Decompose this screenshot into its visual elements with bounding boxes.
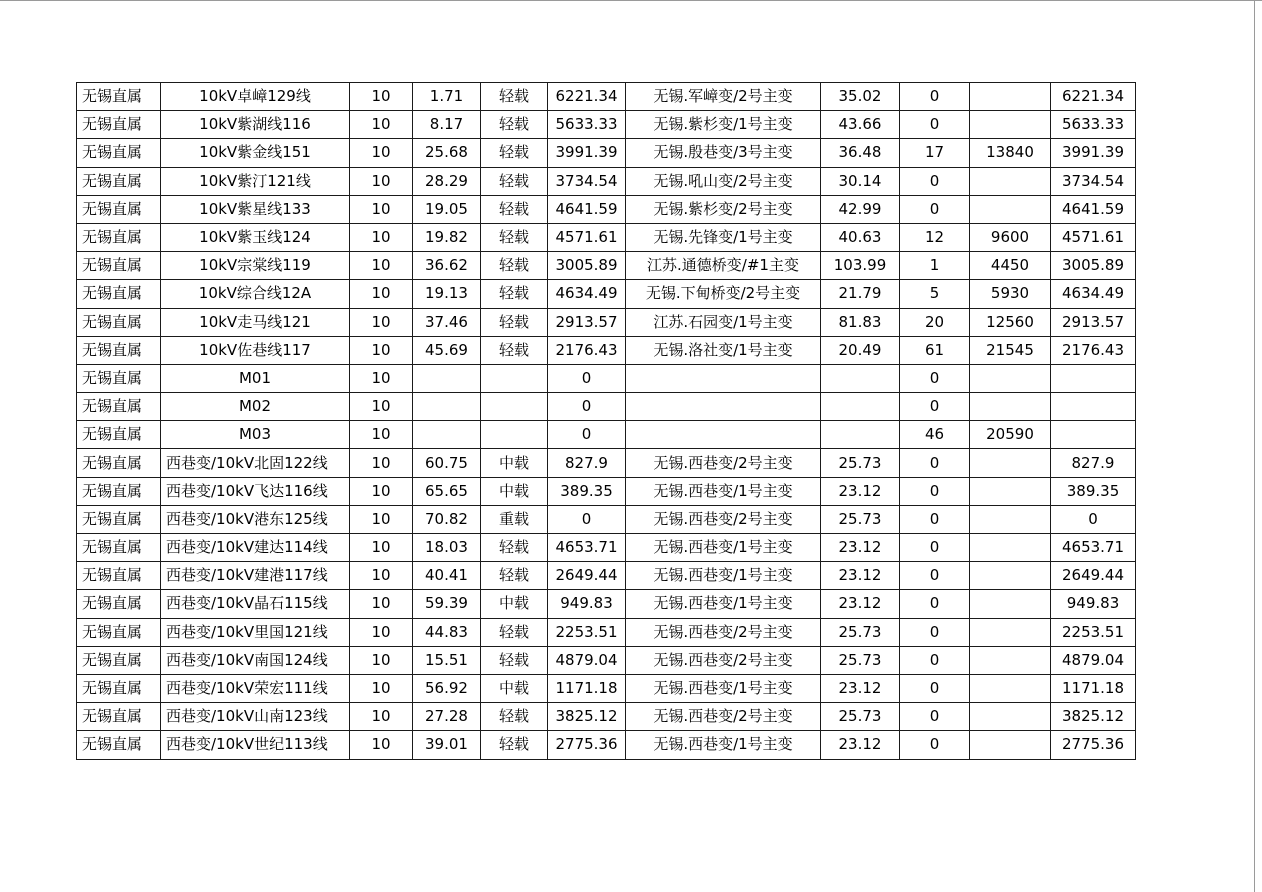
transformer-cell: 无锡.西巷变/2号主变 [626, 703, 821, 731]
transformer-load-rate-cell [821, 364, 900, 392]
load-rate-cell: 36.62 [413, 252, 481, 280]
capacity-cell [970, 83, 1051, 111]
count-cell: 0 [900, 111, 970, 139]
available-capacity-cell: 2775.36 [548, 731, 626, 759]
transformer-cell: 无锡.下甸桥变/2号主变 [626, 280, 821, 308]
unit-cell: 无锡直属 [77, 252, 161, 280]
available-capacity-cell: 0 [548, 421, 626, 449]
transformer-cell: 无锡.紫杉变/1号主变 [626, 111, 821, 139]
unit-cell: 无锡直属 [77, 646, 161, 674]
voltage-cell: 10 [350, 280, 413, 308]
load-rate-cell: 1.71 [413, 83, 481, 111]
voltage-cell: 10 [350, 167, 413, 195]
capacity-cell [970, 590, 1051, 618]
capacity-cell: 4450 [970, 252, 1051, 280]
transformer-load-rate-cell: 35.02 [821, 83, 900, 111]
load-rate-cell: 44.83 [413, 618, 481, 646]
line-name-cell: M01 [161, 364, 350, 392]
unit-cell: 无锡直属 [77, 393, 161, 421]
voltage-cell: 10 [350, 364, 413, 392]
remaining-capacity-cell: 2649.44 [1051, 562, 1136, 590]
table-row [77, 308, 1136, 336]
transformer-load-rate-cell [821, 421, 900, 449]
line-name-cell: 西巷变/10kV港东125线 [161, 505, 350, 533]
transformer-cell: 无锡.西巷变/2号主变 [626, 618, 821, 646]
load-status-cell [481, 393, 548, 421]
load-status-cell: 轻载 [481, 167, 548, 195]
remaining-capacity-cell [1051, 364, 1136, 392]
table-row [77, 83, 1136, 111]
remaining-capacity-cell [1051, 393, 1136, 421]
load-rate-cell: 65.65 [413, 477, 481, 505]
load-status-cell: 中载 [481, 449, 548, 477]
transformer-load-rate-cell: 21.79 [821, 280, 900, 308]
transformer-cell: 无锡.西巷变/1号主变 [626, 731, 821, 759]
transformer-load-rate-cell: 103.99 [821, 252, 900, 280]
transformer-load-rate-cell: 20.49 [821, 336, 900, 364]
load-status-cell: 中载 [481, 590, 548, 618]
line-name-cell: 10kV紫玉线124 [161, 223, 350, 251]
available-capacity-cell: 4653.71 [548, 534, 626, 562]
count-cell: 0 [900, 449, 970, 477]
count-cell: 0 [900, 703, 970, 731]
available-capacity-cell: 389.35 [548, 477, 626, 505]
feeder-load-table [76, 82, 1136, 760]
capacity-cell [970, 731, 1051, 759]
load-status-cell: 轻载 [481, 534, 548, 562]
load-status-cell: 轻载 [481, 646, 548, 674]
remaining-capacity-cell: 3825.12 [1051, 703, 1136, 731]
transformer-cell: 无锡.西巷变/2号主变 [626, 505, 821, 533]
load-status-cell: 轻载 [481, 139, 548, 167]
line-name-cell: 西巷变/10kV荣宏111线 [161, 674, 350, 702]
transformer-cell: 无锡.西巷变/1号主变 [626, 562, 821, 590]
available-capacity-cell: 3005.89 [548, 252, 626, 280]
available-capacity-cell: 949.83 [548, 590, 626, 618]
transformer-cell: 无锡.吼山变/2号主变 [626, 167, 821, 195]
remaining-capacity-cell: 5633.33 [1051, 111, 1136, 139]
count-cell: 0 [900, 505, 970, 533]
line-name-cell: 10kV紫金线151 [161, 139, 350, 167]
load-rate-cell: 15.51 [413, 646, 481, 674]
available-capacity-cell: 2913.57 [548, 308, 626, 336]
transformer-cell: 无锡.殷巷变/3号主变 [626, 139, 821, 167]
count-cell: 0 [900, 477, 970, 505]
transformer-load-rate-cell: 23.12 [821, 674, 900, 702]
load-status-cell: 轻载 [481, 703, 548, 731]
table-row [77, 252, 1136, 280]
available-capacity-cell: 2649.44 [548, 562, 626, 590]
count-cell: 46 [900, 421, 970, 449]
remaining-capacity-cell: 4571.61 [1051, 223, 1136, 251]
table-row [77, 534, 1136, 562]
remaining-capacity-cell: 3005.89 [1051, 252, 1136, 280]
unit-cell: 无锡直属 [77, 139, 161, 167]
available-capacity-cell: 3991.39 [548, 139, 626, 167]
available-capacity-cell: 4571.61 [548, 223, 626, 251]
available-capacity-cell: 5633.33 [548, 111, 626, 139]
available-capacity-cell: 4641.59 [548, 195, 626, 223]
capacity-cell: 13840 [970, 139, 1051, 167]
load-status-cell: 轻载 [481, 731, 548, 759]
capacity-cell [970, 505, 1051, 533]
voltage-cell: 10 [350, 421, 413, 449]
line-name-cell: M03 [161, 421, 350, 449]
count-cell: 12 [900, 223, 970, 251]
line-name-cell: 10kV紫汀121线 [161, 167, 350, 195]
count-cell: 0 [900, 167, 970, 195]
voltage-cell: 10 [350, 646, 413, 674]
table-row [77, 223, 1136, 251]
load-status-cell: 轻载 [481, 308, 548, 336]
transformer-load-rate-cell: 25.73 [821, 646, 900, 674]
line-name-cell: 西巷变/10kV里国121线 [161, 618, 350, 646]
transformer-load-rate-cell: 25.73 [821, 505, 900, 533]
line-name-cell: 西巷变/10kV飞达116线 [161, 477, 350, 505]
voltage-cell: 10 [350, 336, 413, 364]
table-row [77, 703, 1136, 731]
load-rate-cell: 45.69 [413, 336, 481, 364]
transformer-load-rate-cell: 23.12 [821, 731, 900, 759]
table-row [77, 195, 1136, 223]
load-rate-cell: 56.92 [413, 674, 481, 702]
load-rate-cell [413, 364, 481, 392]
unit-cell: 无锡直属 [77, 505, 161, 533]
transformer-cell: 无锡.西巷变/1号主变 [626, 590, 821, 618]
count-cell: 0 [900, 731, 970, 759]
load-rate-cell: 60.75 [413, 449, 481, 477]
transformer-cell: 无锡.西巷变/1号主变 [626, 477, 821, 505]
load-rate-cell: 25.68 [413, 139, 481, 167]
transformer-load-rate-cell [821, 393, 900, 421]
available-capacity-cell: 1171.18 [548, 674, 626, 702]
line-name-cell: 西巷变/10kV北固122线 [161, 449, 350, 477]
available-capacity-cell: 3734.54 [548, 167, 626, 195]
load-rate-cell: 8.17 [413, 111, 481, 139]
unit-cell: 无锡直属 [77, 731, 161, 759]
count-cell: 17 [900, 139, 970, 167]
line-name-cell: 西巷变/10kV南国124线 [161, 646, 350, 674]
load-rate-cell: 40.41 [413, 562, 481, 590]
voltage-cell: 10 [350, 505, 413, 533]
page-right-border [1254, 0, 1255, 892]
voltage-cell: 10 [350, 139, 413, 167]
voltage-cell: 10 [350, 308, 413, 336]
transformer-cell: 无锡.洛社变/1号主变 [626, 336, 821, 364]
unit-cell: 无锡直属 [77, 590, 161, 618]
table-row [77, 674, 1136, 702]
unit-cell: 无锡直属 [77, 167, 161, 195]
unit-cell: 无锡直属 [77, 562, 161, 590]
capacity-cell: 5930 [970, 280, 1051, 308]
line-name-cell: 10kV佐巷线117 [161, 336, 350, 364]
voltage-cell: 10 [350, 83, 413, 111]
voltage-cell: 10 [350, 534, 413, 562]
unit-cell: 无锡直属 [77, 83, 161, 111]
transformer-cell: 无锡.先锋变/1号主变 [626, 223, 821, 251]
load-status-cell: 轻载 [481, 252, 548, 280]
load-status-cell: 轻载 [481, 111, 548, 139]
remaining-capacity-cell: 2176.43 [1051, 336, 1136, 364]
transformer-load-rate-cell: 23.12 [821, 562, 900, 590]
table-row [77, 111, 1136, 139]
capacity-cell: 9600 [970, 223, 1051, 251]
capacity-cell [970, 111, 1051, 139]
load-rate-cell [413, 393, 481, 421]
voltage-cell: 10 [350, 449, 413, 477]
count-cell: 0 [900, 646, 970, 674]
voltage-cell: 10 [350, 618, 413, 646]
count-cell: 1 [900, 252, 970, 280]
capacity-cell [970, 618, 1051, 646]
unit-cell: 无锡直属 [77, 703, 161, 731]
voltage-cell: 10 [350, 731, 413, 759]
line-name-cell: M02 [161, 393, 350, 421]
table-row [77, 139, 1136, 167]
transformer-load-rate-cell: 40.63 [821, 223, 900, 251]
line-name-cell: 10kV宗棠线119 [161, 252, 350, 280]
capacity-cell [970, 534, 1051, 562]
load-rate-cell: 59.39 [413, 590, 481, 618]
table-row [77, 562, 1136, 590]
table-row [77, 590, 1136, 618]
unit-cell: 无锡直属 [77, 421, 161, 449]
transformer-cell [626, 393, 821, 421]
line-name-cell: 10kV紫湖线116 [161, 111, 350, 139]
transformer-cell [626, 364, 821, 392]
load-status-cell: 轻载 [481, 280, 548, 308]
line-name-cell: 西巷变/10kV世纪113线 [161, 731, 350, 759]
unit-cell: 无锡直属 [77, 674, 161, 702]
remaining-capacity-cell: 2775.36 [1051, 731, 1136, 759]
unit-cell: 无锡直属 [77, 280, 161, 308]
remaining-capacity-cell: 2253.51 [1051, 618, 1136, 646]
load-rate-cell: 19.13 [413, 280, 481, 308]
available-capacity-cell: 6221.34 [548, 83, 626, 111]
line-name-cell: 10kV综合线12A [161, 280, 350, 308]
available-capacity-cell: 4879.04 [548, 646, 626, 674]
table-row [77, 618, 1136, 646]
remaining-capacity-cell: 1171.18 [1051, 674, 1136, 702]
voltage-cell: 10 [350, 393, 413, 421]
voltage-cell: 10 [350, 562, 413, 590]
transformer-load-rate-cell: 43.66 [821, 111, 900, 139]
voltage-cell: 10 [350, 223, 413, 251]
count-cell: 0 [900, 590, 970, 618]
table-row [77, 364, 1136, 392]
load-status-cell: 中载 [481, 477, 548, 505]
voltage-cell: 10 [350, 195, 413, 223]
remaining-capacity-cell: 3734.54 [1051, 167, 1136, 195]
remaining-capacity-cell: 3991.39 [1051, 139, 1136, 167]
line-name-cell: 西巷变/10kV晶石115线 [161, 590, 350, 618]
remaining-capacity-cell: 827.9 [1051, 449, 1136, 477]
load-status-cell: 轻载 [481, 223, 548, 251]
voltage-cell: 10 [350, 674, 413, 702]
unit-cell: 无锡直属 [77, 618, 161, 646]
table-row [77, 336, 1136, 364]
remaining-capacity-cell: 6221.34 [1051, 83, 1136, 111]
table-row [77, 477, 1136, 505]
table-row [77, 280, 1136, 308]
unit-cell: 无锡直属 [77, 195, 161, 223]
line-name-cell: 10kV卓嶂129线 [161, 83, 350, 111]
table-row [77, 421, 1136, 449]
load-status-cell: 轻载 [481, 195, 548, 223]
transformer-cell: 无锡.紫杉变/2号主变 [626, 195, 821, 223]
capacity-cell: 21545 [970, 336, 1051, 364]
load-status-cell: 轻载 [481, 83, 548, 111]
transformer-load-rate-cell: 23.12 [821, 590, 900, 618]
available-capacity-cell: 3825.12 [548, 703, 626, 731]
transformer-cell: 无锡.西巷变/1号主变 [626, 534, 821, 562]
table-row [77, 167, 1136, 195]
transformer-load-rate-cell: 23.12 [821, 477, 900, 505]
available-capacity-cell: 0 [548, 364, 626, 392]
table-row [77, 449, 1136, 477]
unit-cell: 无锡直属 [77, 111, 161, 139]
transformer-load-rate-cell: 36.48 [821, 139, 900, 167]
transformer-load-rate-cell: 25.73 [821, 703, 900, 731]
count-cell: 0 [900, 364, 970, 392]
remaining-capacity-cell: 4879.04 [1051, 646, 1136, 674]
voltage-cell: 10 [350, 477, 413, 505]
transformer-cell: 无锡.军嶂变/2号主变 [626, 83, 821, 111]
capacity-cell [970, 674, 1051, 702]
capacity-cell [970, 167, 1051, 195]
line-name-cell: 西巷变/10kV建达114线 [161, 534, 350, 562]
table-row [77, 393, 1136, 421]
unit-cell: 无锡直属 [77, 477, 161, 505]
count-cell: 0 [900, 83, 970, 111]
line-name-cell: 西巷变/10kV建港117线 [161, 562, 350, 590]
transformer-load-rate-cell: 23.12 [821, 534, 900, 562]
capacity-cell [970, 195, 1051, 223]
unit-cell: 无锡直属 [77, 336, 161, 364]
load-status-cell: 中载 [481, 674, 548, 702]
count-cell: 5 [900, 280, 970, 308]
transformer-cell: 江苏.石园变/1号主变 [626, 308, 821, 336]
transformer-load-rate-cell: 25.73 [821, 449, 900, 477]
load-rate-cell: 28.29 [413, 167, 481, 195]
voltage-cell: 10 [350, 252, 413, 280]
count-cell: 0 [900, 393, 970, 421]
table-row [77, 505, 1136, 533]
load-rate-cell: 19.05 [413, 195, 481, 223]
load-status-cell: 轻载 [481, 336, 548, 364]
count-cell: 0 [900, 674, 970, 702]
load-rate-cell: 27.28 [413, 703, 481, 731]
capacity-cell [970, 477, 1051, 505]
remaining-capacity-cell [1051, 421, 1136, 449]
count-cell: 20 [900, 308, 970, 336]
capacity-cell [970, 646, 1051, 674]
available-capacity-cell: 0 [548, 505, 626, 533]
capacity-cell [970, 703, 1051, 731]
capacity-cell [970, 364, 1051, 392]
capacity-cell [970, 562, 1051, 590]
remaining-capacity-cell: 4641.59 [1051, 195, 1136, 223]
available-capacity-cell: 2253.51 [548, 618, 626, 646]
available-capacity-cell: 0 [548, 393, 626, 421]
unit-cell: 无锡直属 [77, 308, 161, 336]
available-capacity-cell: 4634.49 [548, 280, 626, 308]
load-status-cell: 轻载 [481, 618, 548, 646]
transformer-load-rate-cell: 81.83 [821, 308, 900, 336]
count-cell: 0 [900, 195, 970, 223]
capacity-cell [970, 393, 1051, 421]
remaining-capacity-cell: 389.35 [1051, 477, 1136, 505]
load-status-cell [481, 421, 548, 449]
table-body [77, 83, 1136, 760]
load-status-cell: 重载 [481, 505, 548, 533]
load-rate-cell: 70.82 [413, 505, 481, 533]
load-rate-cell: 37.46 [413, 308, 481, 336]
available-capacity-cell: 2176.43 [548, 336, 626, 364]
capacity-cell: 12560 [970, 308, 1051, 336]
transformer-cell: 江苏.通德桥变/#1主变 [626, 252, 821, 280]
capacity-cell [970, 449, 1051, 477]
unit-cell: 无锡直属 [77, 534, 161, 562]
load-rate-cell: 18.03 [413, 534, 481, 562]
unit-cell: 无锡直属 [77, 364, 161, 392]
count-cell: 0 [900, 534, 970, 562]
table-row [77, 731, 1136, 759]
page-top-border [0, 0, 1262, 1]
voltage-cell: 10 [350, 590, 413, 618]
load-status-cell: 轻载 [481, 562, 548, 590]
count-cell: 0 [900, 562, 970, 590]
transformer-cell: 无锡.西巷变/2号主变 [626, 449, 821, 477]
line-name-cell: 10kV走马线121 [161, 308, 350, 336]
unit-cell: 无锡直属 [77, 449, 161, 477]
load-rate-cell: 39.01 [413, 731, 481, 759]
remaining-capacity-cell: 4634.49 [1051, 280, 1136, 308]
remaining-capacity-cell: 0 [1051, 505, 1136, 533]
capacity-cell: 20590 [970, 421, 1051, 449]
line-name-cell: 西巷变/10kV山南123线 [161, 703, 350, 731]
load-status-cell [481, 364, 548, 392]
transformer-cell: 无锡.西巷变/2号主变 [626, 646, 821, 674]
transformer-load-rate-cell: 25.73 [821, 618, 900, 646]
transformer-cell [626, 421, 821, 449]
available-capacity-cell: 827.9 [548, 449, 626, 477]
count-cell: 61 [900, 336, 970, 364]
remaining-capacity-cell: 949.83 [1051, 590, 1136, 618]
transformer-load-rate-cell: 30.14 [821, 167, 900, 195]
transformer-cell: 无锡.西巷变/1号主变 [626, 674, 821, 702]
load-rate-cell: 19.82 [413, 223, 481, 251]
count-cell: 0 [900, 618, 970, 646]
line-name-cell: 10kV紫星线133 [161, 195, 350, 223]
table-row [77, 646, 1136, 674]
load-rate-cell [413, 421, 481, 449]
remaining-capacity-cell: 4653.71 [1051, 534, 1136, 562]
remaining-capacity-cell: 2913.57 [1051, 308, 1136, 336]
transformer-load-rate-cell: 42.99 [821, 195, 900, 223]
unit-cell: 无锡直属 [77, 223, 161, 251]
voltage-cell: 10 [350, 703, 413, 731]
voltage-cell: 10 [350, 111, 413, 139]
